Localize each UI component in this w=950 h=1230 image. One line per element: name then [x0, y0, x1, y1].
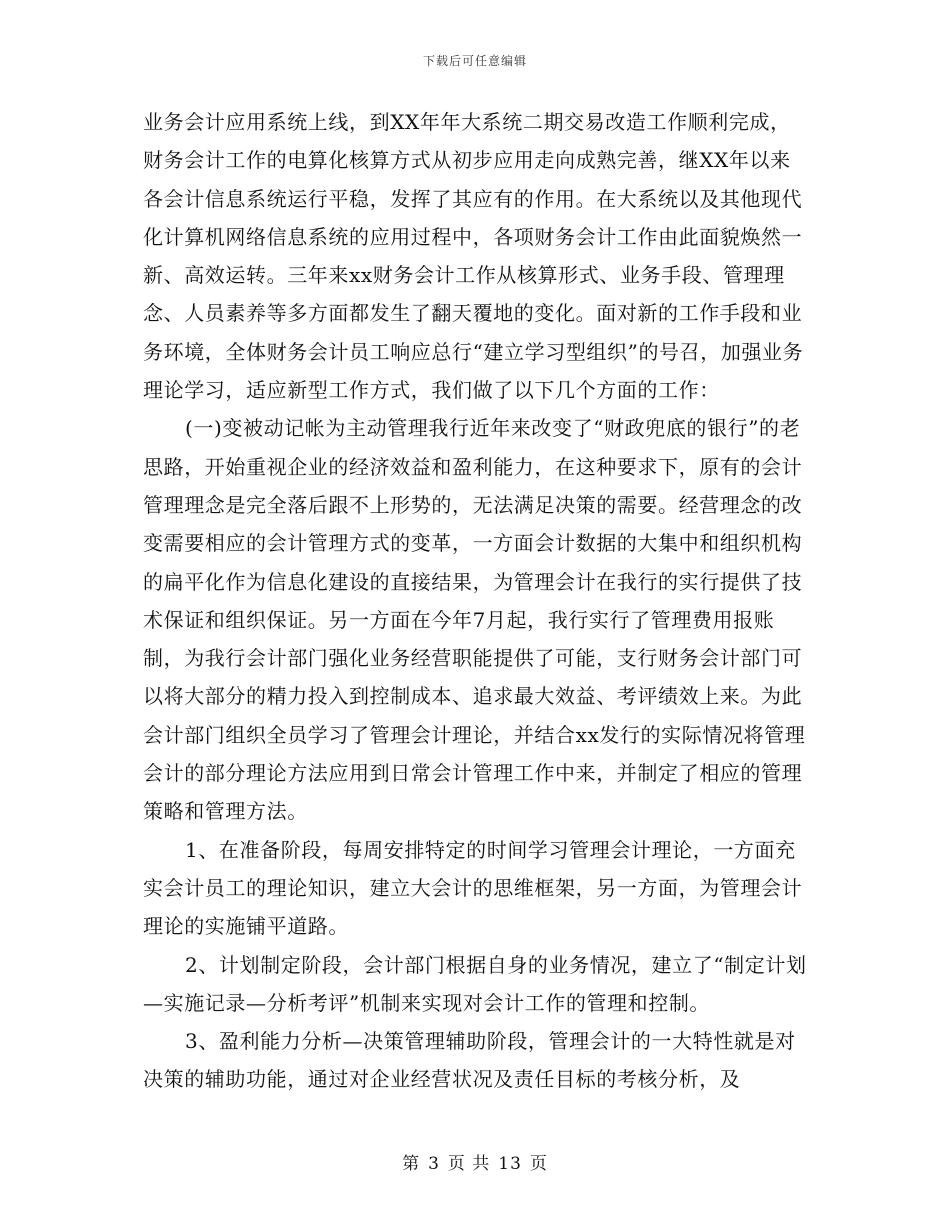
paragraph-item-1: 1、在准备阶段，每周安排特定的时间学习管理会计理论，一方面充实会计员工的理论知识，建立大会计的思维框架，另一方面，为管理会计理论的实施铺平道路。 [143, 837, 803, 939]
footer-total-pages: 13 [498, 1154, 522, 1174]
footer-suffix: 页 [529, 1154, 548, 1174]
footer-middle: 页 共 [447, 1154, 491, 1174]
footer-page-number: 3 [428, 1154, 440, 1174]
paragraph-item-2: 2、计划制定阶段，会计部门根据自身的业务情况，建立了“制定计划—实施记录—分析考评”机制来实现对会计工作的管理和控制。 [143, 952, 807, 1015]
paragraph-section-1: (一)变被动记帐为主动管理我行近年来改变了“财政兜底的银行”的老思路，开始重视企业的经济效益和盈利能力，在这种要求下，原有的会计管理理念是完全落后跟不上形势的，无法满足决策的需要。经营理念的改变需要相应的会计管理方式的变革，一方面会计数据的大集中和组织机构的扁平化作为信息化建设的直接结果，为管理会计在我行的实行提供了技术保证和组织保证。另一方面在今年7月起，我行实行了管理费用报账制，为我行会计部门强化业务经营职能提供了可能，支行财务会计部门可以将大部分的精力投入到控制成本、追求最大效益、考评绩效上来。为此会计部门组织全员学习了管理会计理论，并结合xx发行的实际情况将管理会计的部分理论方法应用到日常会计管理工作中来，并制定了相应的管理策略和管理方法。 [143, 416, 806, 824]
document-body [143, 103, 809, 1099]
paragraph-item-3: 3、盈利能力分析—决策管理辅助阶段，管理会计的一大特性就是对决策的辅助功能，通过对企业经营状况及责任目标的考核分析，及 [143, 1029, 796, 1092]
footer-prefix: 第 [402, 1154, 421, 1174]
page-header-note: 下载后可任意编辑 [422, 54, 527, 68]
paragraph-intro: 业务会计应用系统上线，到XX年年大系统二期交易改造工作顺利完成，财务会计工作的电算化核算方式从初步应用走向成熟完善，继XX年以来各会计信息系统运行平稳，发挥了其应有的作用。在大系统以及其他现代化计算机网络信息系统的应用过程中，各项财务会计工作由此面貌焕然一新、高效运转。三年来xx财务会计工作从核算形式、业务手段、管理理念、人员素养等多方面都发生了翻天覆地的变化。面对新的工作手段和业务环境，全体财务会计员工响应总行“建立学习型组织”的号召，加强业务理论学习，适应新型工作方式，我们做了以下几个方面的工作： [143, 110, 804, 403]
page-footer [0, 1149, 950, 1174]
